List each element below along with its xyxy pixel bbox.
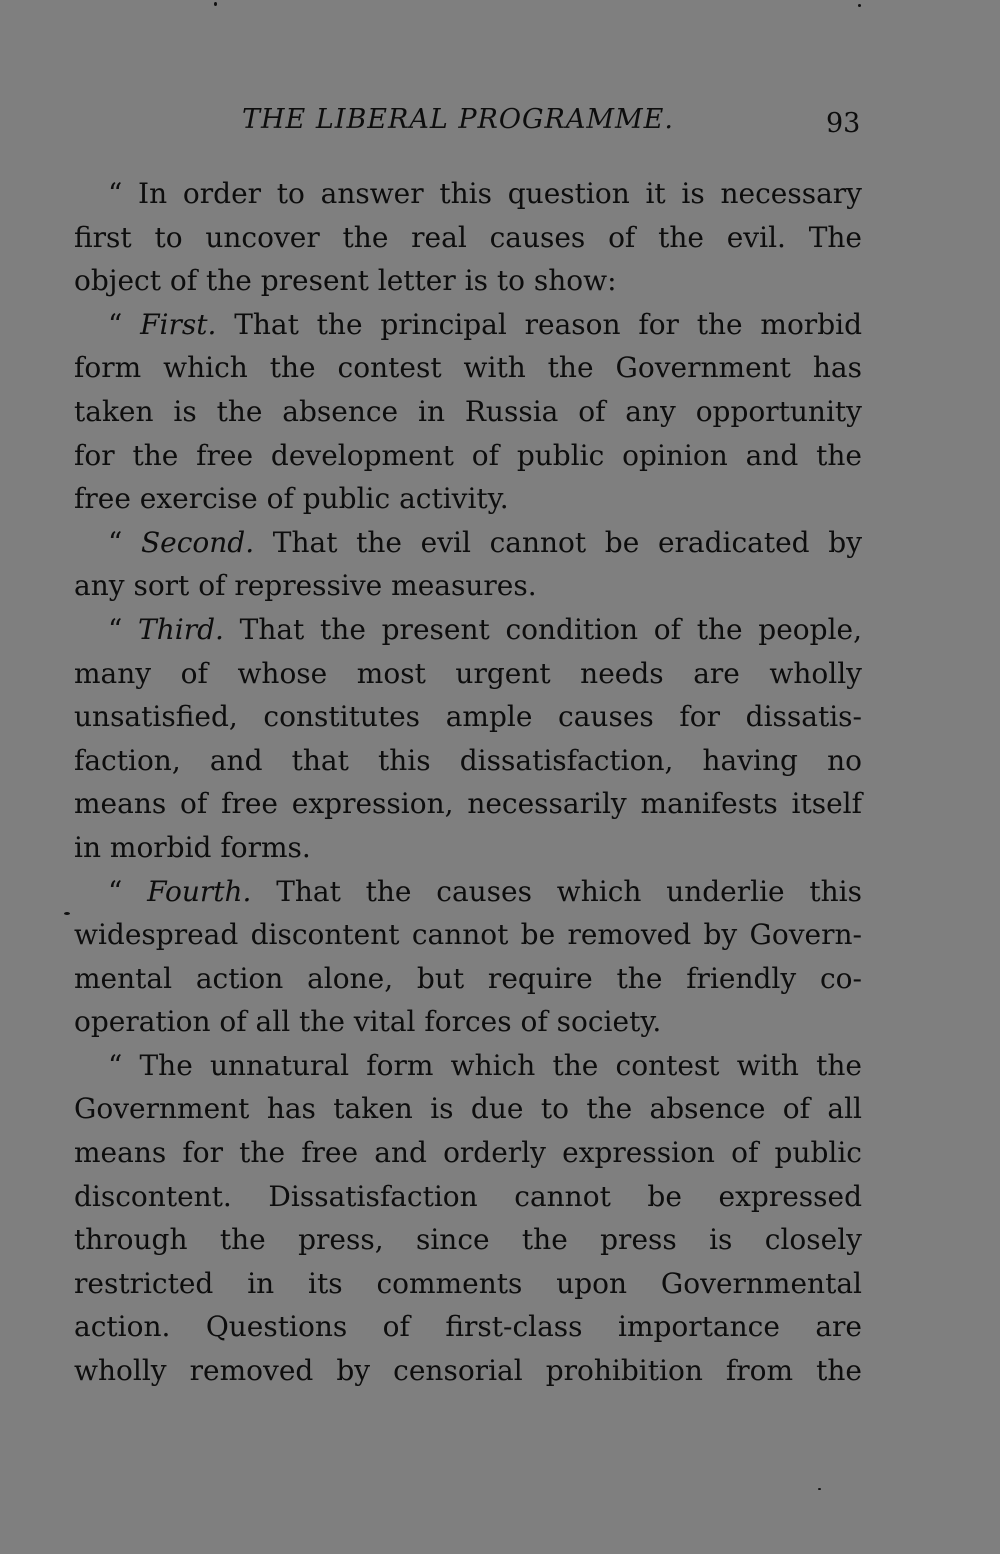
text-line <box>74 259 862 303</box>
text-line <box>74 652 862 696</box>
text-line <box>74 1000 862 1044</box>
running-head-title: THE LIBERAL PROGRAMME. <box>242 104 674 135</box>
line-heading-italic: Fourth. <box>147 874 252 908</box>
page-number: 93 <box>826 108 861 139</box>
line-heading-italic: Third. <box>138 612 224 646</box>
line-heading-italic: Second. <box>140 525 255 559</box>
text-line <box>74 303 862 347</box>
line-text: operation of all the vital forces of society. <box>74 1005 662 1039</box>
text-line <box>74 1131 862 1175</box>
line-text: free exercise of public activity. <box>74 482 509 516</box>
text-line <box>74 1262 862 1306</box>
line-text: “ The unnatural form which the contest with the <box>108 1048 862 1082</box>
line-text: in morbid forms. <box>74 830 311 864</box>
text-line <box>74 695 862 739</box>
text-line <box>74 870 862 914</box>
line-heading-italic: First. <box>140 307 217 341</box>
text-line <box>74 1305 862 1349</box>
text-line <box>74 1044 862 1088</box>
scan-speck <box>64 912 70 915</box>
line-text: Government has taken is due to the absence of all <box>74 1092 862 1126</box>
running-head <box>70 104 870 148</box>
text-line <box>74 521 862 565</box>
line-text: That the principal reason for the morbid <box>216 307 862 341</box>
line-text: That the evil cannot be eradicated by <box>254 525 863 559</box>
text-line <box>74 608 862 652</box>
text-line <box>74 782 862 826</box>
line-text: “ In order to answer this question it is necessary <box>108 177 862 210</box>
line-text: faction, and that this dissatisfaction, having no <box>74 743 862 777</box>
line-text: object of the present letter is to show: <box>74 264 617 298</box>
scan-speck <box>818 1488 821 1490</box>
line-text: any sort of repressive measures. <box>74 569 537 603</box>
line-text: unsatisfied, constitutes ample causes for dissatis- <box>74 700 862 734</box>
line-text: form which the contest with the Government has <box>74 351 862 385</box>
line-text: That the causes which underlie this <box>251 874 862 908</box>
text-line <box>74 1087 862 1131</box>
scan-speck <box>214 2 217 6</box>
body-text <box>74 172 862 1393</box>
text-line <box>74 346 862 390</box>
text-line <box>74 477 862 521</box>
line-text: That the present condition of the people, <box>223 612 862 646</box>
line-text: first to uncover the real causes of the evil. The <box>74 220 862 254</box>
line-text: wholly removed by censorial prohibition from the <box>74 1354 862 1388</box>
line-text: means for the free and orderly expression of public <box>74 1136 862 1170</box>
line-quote-mark: “ <box>108 307 141 341</box>
text-line <box>74 739 862 783</box>
text-line <box>74 957 862 1001</box>
text-line <box>74 826 862 870</box>
text-line <box>74 172 862 216</box>
line-text: many of whose most urgent needs are wholly <box>74 656 862 690</box>
line-text: widespread discontent cannot be removed by Govern- <box>74 918 862 952</box>
line-quote-mark: “ <box>108 525 141 559</box>
text-line <box>74 564 862 608</box>
line-text: for the free development of public opinion and the <box>74 438 862 472</box>
line-text: through the press, since the press is closely <box>74 1223 862 1257</box>
text-line <box>74 1218 862 1262</box>
line-text: discontent. Dissatisfaction cannot be expressed <box>74 1179 862 1213</box>
text-line <box>74 1175 862 1219</box>
line-text: taken is the absence in Russia of any opportunity <box>74 394 862 428</box>
line-text: action. Questions of first-class importance are <box>74 1310 862 1344</box>
text-line <box>74 216 862 260</box>
text-line <box>74 390 862 434</box>
line-text: mental action alone, but require the friendly co- <box>74 961 862 995</box>
text-line <box>74 434 862 478</box>
line-quote-mark: “ <box>108 612 139 646</box>
text-line <box>74 913 862 957</box>
line-text: restricted in its comments upon Governmental <box>74 1266 862 1300</box>
text-line <box>74 1349 862 1393</box>
scan-speck <box>858 4 861 7</box>
line-quote-mark: “ <box>108 874 148 908</box>
line-text: means of free expression, necessarily manifests itself <box>74 787 862 821</box>
